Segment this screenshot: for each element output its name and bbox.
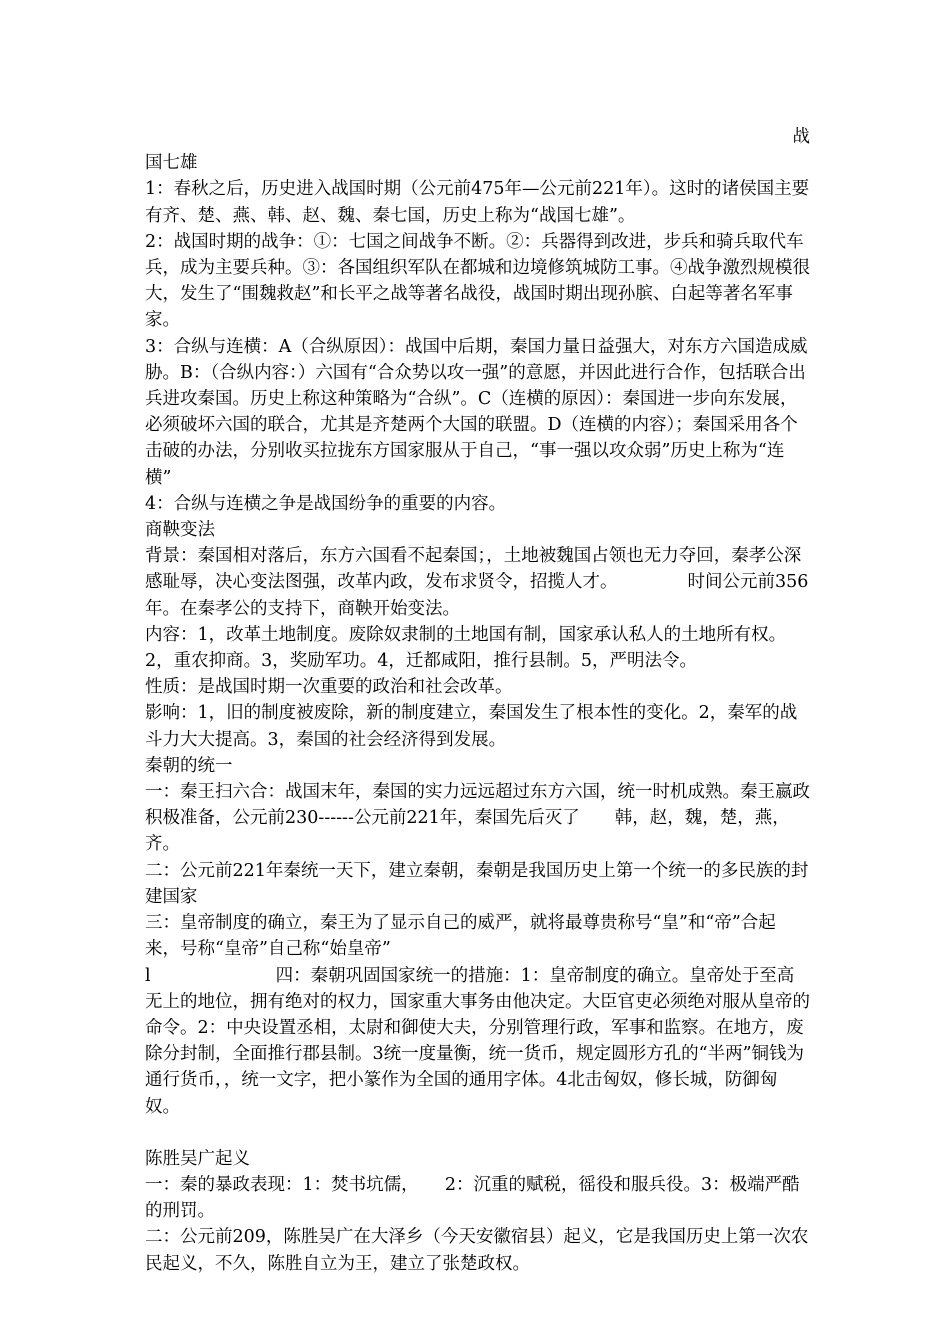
paragraph-qin-2: 二：公元前221年秦统一天下，建立秦朝，秦朝是我国历史上第一个统一的多民族的封建国家 bbox=[145, 860, 809, 907]
paragraph-shang-nature: 性质：是战国时期一次重要的政治和社会改革。 bbox=[145, 677, 513, 698]
section-title-warring-part2: 国七雄 bbox=[145, 153, 198, 174]
paragraph-qin-1: 一：秦王扫六合：战国末年，秦国的实力远远超过东方六国，统一时机成熟。秦王嬴政积极准备，公元前230------公元前221年，秦国先后灭了 韩，赵，魏，楚，燕，齐。 bbox=[145, 782, 810, 855]
paragraph-shang-content: 内容：1，改革土地制度。废除奴隶制的土地国有制，国家承认私人的土地所有权。2，重农抑商。3，奖励军功。4，迁都咸阳，推行县制。5，严明法令。 bbox=[145, 624, 787, 672]
paragraph-shang-background bbox=[145, 543, 810, 622]
paragraph-shang-impact: 影响：1，旧的制度被废除，新的制度建立，秦国发生了根本性的变化。2，秦军的战斗力大大提高。3，秦国的社会经济得到发展。 bbox=[145, 703, 798, 750]
section-gap bbox=[145, 1120, 810, 1146]
section-title-chen: 陈胜吴广起义 bbox=[145, 1148, 250, 1169]
paragraph-chen-2: 二：公元前209，陈胜吴广在大泽乡（今天安徽宿县）起义，它是我国历史上第一次农民起义，不久，陈胜自立为王，建立了张楚政权。 bbox=[145, 1227, 809, 1274]
paragraph-chen-1: 一：秦的暴政表现：1：焚书坑儒， 2：沉重的赋税，徭役和服兵役。3：极端严酷的刑罚。 bbox=[145, 1174, 800, 1222]
document-body bbox=[145, 124, 810, 1277]
section-title-qin: 秦朝的统一 bbox=[145, 755, 233, 776]
shang-time-text: 时间公元前356年。在秦孝公的支持下，商鞅开始变法。 bbox=[145, 572, 809, 619]
paragraph-qin-4 bbox=[145, 963, 810, 1120]
paragraph-warring-2: 2：战国时期的战争：①：七国之间战争不断。②：兵器得到改进，步兵和骑兵取代车兵，成为主要兵种。③：各国组织军队在都城和边境修筑城防工事。④战争激烈规模很大，发生了“围魏救赵”和长平之战等著名战役，战国时期出现孙膑、白起等著名军事家。 bbox=[145, 231, 810, 331]
paragraph-warring-1: 1：春秋之后，历史进入战国时期（公元前475年—公元前221年）。这时的诸侯国主要有齐、楚、燕、韩、赵、魏、秦七国，历史上称为“战国七雄”。 bbox=[145, 179, 810, 226]
qin-4-text: 四：秦朝巩固国家统一的措施：1：皇帝制度的确立。皇帝处于至高无上的地位，拥有绝对的权力，国家重大事务由他决定。大臣官吏必须绝对服从皇帝的命令。2：中央设置丞相，太尉和御使大夫，分别管理行政，军事和监察。在地方，废除分封制，全面推行郡县制。3统一度量衡，统一货币，规定圆形方孔的“半两”铜钱为通行货币，，统一文字，把小篆作为全国的通用字体。4北击匈奴，修长城，防御匈奴。 bbox=[145, 965, 810, 1117]
paragraph-warring-4: 4：合纵与连横之争是战国纷争的重要的内容。 bbox=[145, 493, 507, 514]
paragraph-warring-3: 3：合纵与连横：A（合纵原因）：战国中后期，秦国力量日益强大，对东方六国造成威胁。B：（合纵内容：）六国有“合众势以攻一强”的意愿，并因此进行合作，包括联合出兵进攻秦国。历史上称这种策略为“合纵”。C（连横的原因）：秦国进一步向东发展，必须破坏六国的联合，尤其是齐楚两个大国的联盟。D（连横的内容）；秦国采用各个击破的办法，分别收买拉拢东方国家服从于自己，“事一强以攻众弱”历史上称为“连横” bbox=[145, 336, 808, 488]
qin-4-list-mark: l bbox=[145, 965, 151, 986]
section-title-shang: 商鞅变法 bbox=[145, 520, 215, 541]
shang-background-text: 背景：秦国相对落后，东方六国看不起秦国；，土地被魏国占领也无力夺回，秦孝公深感耻辱，决心变法图强，改革内政，发布求贤令，招揽人才。 bbox=[145, 546, 802, 593]
section-title-warring-part1: 战 bbox=[792, 127, 810, 147]
paragraph-qin-3: 三：皇帝制度的确立，秦王为了显示自己的威严，就将最尊贵称号“皇”和“帝”合起来，号称“皇帝”自己称“始皇帝” bbox=[145, 913, 776, 960]
